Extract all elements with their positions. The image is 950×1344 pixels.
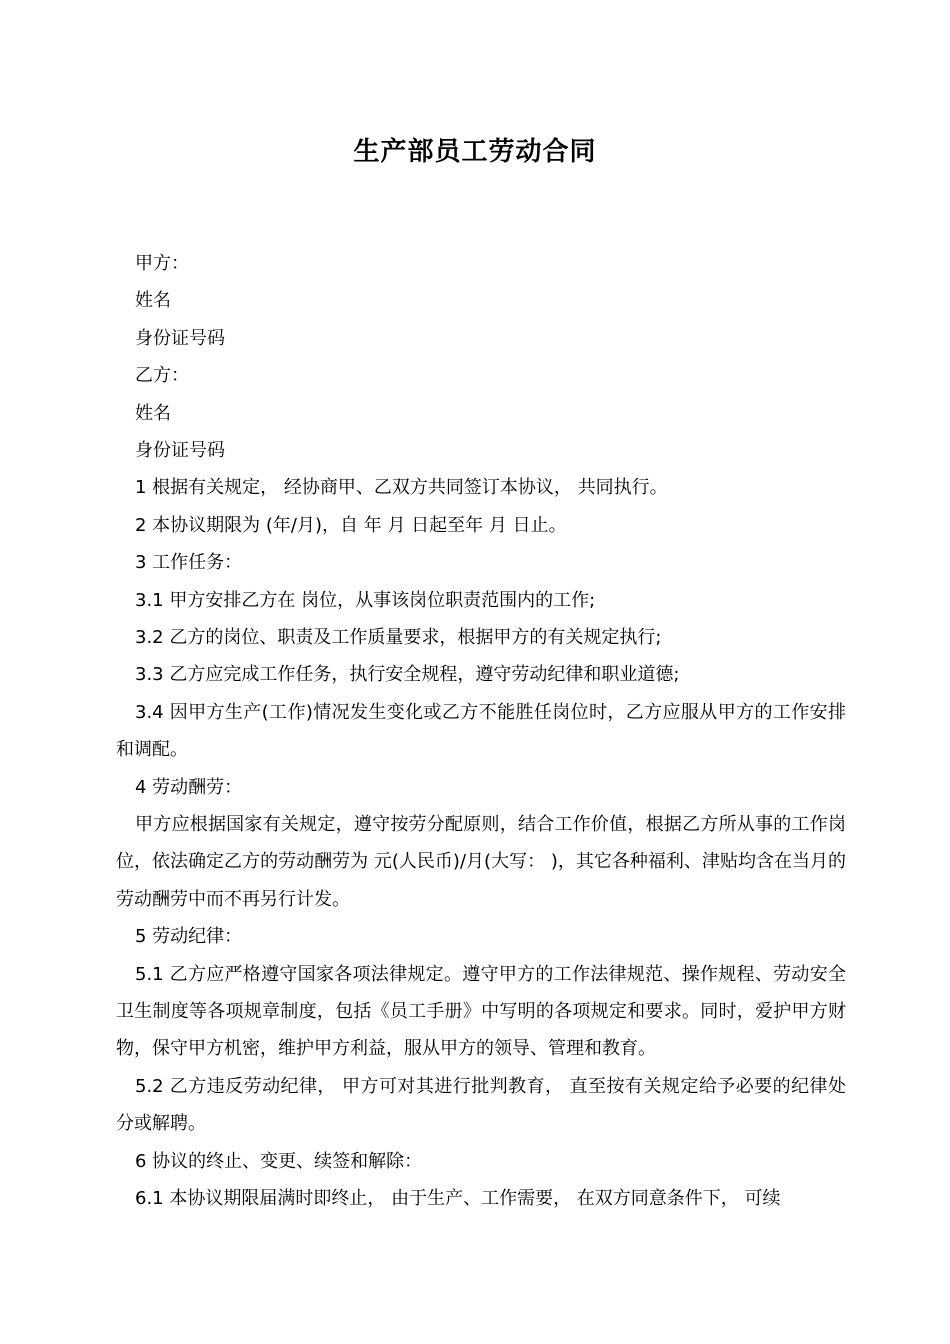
clause-3-heading: 3 工作任务： <box>135 552 243 574</box>
clause-5-heading: 5 劳动纪律： <box>135 926 243 948</box>
document-body <box>116 245 846 1217</box>
clause-4-heading: 4 劳动酬劳： <box>135 776 243 798</box>
clause-3-2: 3.2 乙方的岗位、职责及工作质量要求，根据甲方的有关规定执行; <box>135 626 662 648</box>
clause-4-text: 甲方应根据国家有关规定，遵守按劳分配原则，结合工作价值，根据乙方所从事的工作岗位，依法确定乙方的劳动酬劳为 元(人民币)/月(大写： )，其它各种福利、津贴均含在当月的劳动酬劳中而不再另行计发。 <box>116 813 846 910</box>
clause-5-2: 5.2 乙方违反劳动纪律， 甲方可对其进行批判教育， 直至按有关规定给予必要的纪律处分或解聘。 <box>116 1075 846 1135</box>
clause-2: 2 本协议期限为 (年/月)，自 年 月 日起至年 月 日止。 <box>135 514 567 536</box>
party-b-label: 乙方： <box>135 365 189 387</box>
clause-6-1: 6.1 本协议期限届满时即终止， 由于生产、工作需要， 在双方同意条件下， 可续 <box>135 1187 781 1209</box>
clause-3-1: 3.1 甲方安排乙方在 岗位，从事该岗位职责范围内的工作; <box>135 589 596 611</box>
party-b-id-label: 身份证号码 <box>135 439 225 461</box>
clause-6-heading: 6 协议的终止、变更、续签和解除： <box>135 1150 423 1172</box>
clause-3-4: 3.4 因甲方生产(工作)情况发生变化或乙方不能胜任岗位时，乙方应服从甲方的工作安排和调配。 <box>116 701 846 761</box>
clause-1: 1 根据有关规定， 经协商甲、乙双方共同签订本协议， 共同执行。 <box>135 477 668 499</box>
clause-5-1: 5.1 乙方应严格遵守国家各项法律规定。遵守甲方的工作法律规范、操作规程、劳动安全卫生制度等各项规章制度，包括《员工手册》中写明的各项规定和要求。同时，爱护甲方财物，保守甲方机密，维护甲方利益，服从甲方的领导、管理和教育。 <box>116 963 846 1060</box>
document-title: 生产部员工劳动合同 <box>353 137 597 167</box>
party-a-label: 甲方： <box>135 253 189 274</box>
party-a-name-label: 姓名 <box>135 290 171 312</box>
party-b-name-label: 姓名 <box>135 402 171 424</box>
party-a-id-label: 身份证号码 <box>135 327 225 349</box>
clause-3-3: 3.3 乙方应完成工作任务，执行安全规程，遵守劳动纪律和职业道德; <box>135 664 680 686</box>
